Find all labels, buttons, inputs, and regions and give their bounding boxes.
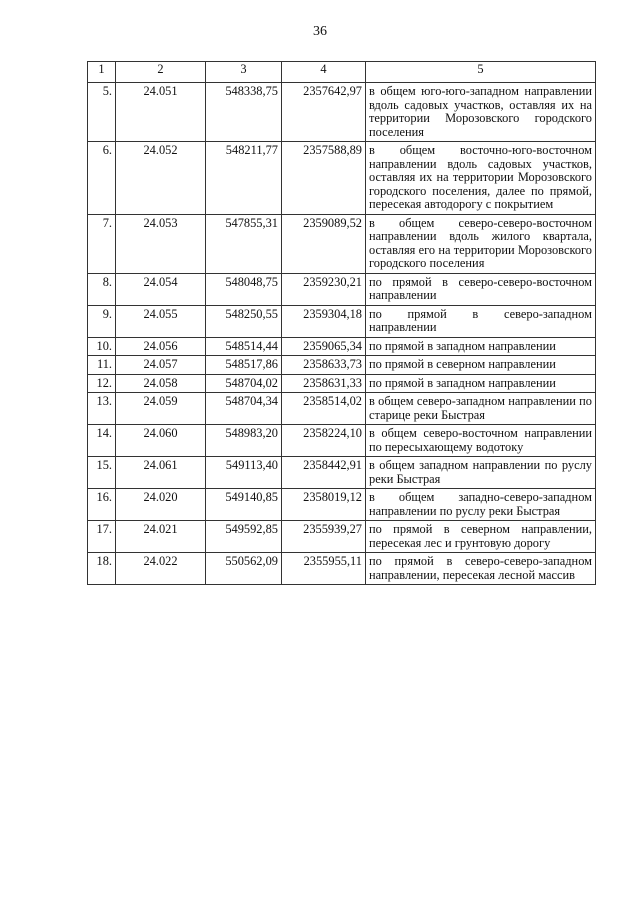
point-id: 24.060: [116, 425, 206, 457]
row-number: 5.: [88, 83, 116, 142]
table-row: [88, 337, 596, 356]
row-number: 10.: [88, 337, 116, 356]
point-id: 24.053: [116, 214, 206, 273]
coordinate-y: 2358224,10: [282, 425, 366, 457]
point-id: 24.021: [116, 521, 206, 553]
header-row: [88, 62, 596, 83]
segment-description: в общем северо-западном направлении по старице реки Быстрая: [366, 393, 596, 425]
coordinate-y: 2355955,11: [282, 553, 366, 585]
coordinate-y: 2359230,21: [282, 273, 366, 305]
row-number: 15.: [88, 457, 116, 489]
row-number: 12.: [88, 374, 116, 393]
row-number: 17.: [88, 521, 116, 553]
table-row: [88, 305, 596, 337]
coordinate-y: 2358631,33: [282, 374, 366, 393]
coordinate-x: 547855,31: [206, 214, 282, 273]
coordinate-y: 2358442,91: [282, 457, 366, 489]
coordinate-y: 2359304,18: [282, 305, 366, 337]
table-row: [88, 83, 596, 142]
segment-description: по прямой в северном направлении, пересекая лес и грунтовую дорогу: [366, 521, 596, 553]
coordinate-y: 2357642,97: [282, 83, 366, 142]
table-body: [88, 83, 596, 585]
segment-description: в общем западно-северо-западном направлении по руслу реки Быстрая: [366, 489, 596, 521]
coordinate-y: 2359089,52: [282, 214, 366, 273]
header-col-4: 4: [282, 62, 366, 83]
segment-description: в общем западном направлении по руслу реки Быстрая: [366, 457, 596, 489]
coordinate-y: 2358514,02: [282, 393, 366, 425]
coordinate-x: 549113,40: [206, 457, 282, 489]
coordinate-x: 548517,86: [206, 356, 282, 375]
segment-description: по прямой в северо-северо-восточном направлении: [366, 273, 596, 305]
table-row: [88, 374, 596, 393]
table-row: [88, 356, 596, 375]
segment-description: в общем юго-юго-западном направлении вдоль садовых участков, оставляя их на территории Морозовского городского поселения: [366, 83, 596, 142]
coordinate-y: 2359065,34: [282, 337, 366, 356]
row-number: 6.: [88, 142, 116, 215]
segment-description: по прямой в западном направлении: [366, 337, 596, 356]
row-number: 11.: [88, 356, 116, 375]
table-row: [88, 553, 596, 585]
point-id: 24.059: [116, 393, 206, 425]
segment-description: по прямой в северо-северо-западном направлении, пересекая лесной массив: [366, 553, 596, 585]
segment-description: в общем северо-северо-восточном направлении вдоль жилого квартала, оставляя его на территории Морозовского городского поселения: [366, 214, 596, 273]
coordinate-y: 2358633,73: [282, 356, 366, 375]
table-row: [88, 273, 596, 305]
table-row: [88, 214, 596, 273]
point-id: 24.052: [116, 142, 206, 215]
table-row: [88, 393, 596, 425]
point-id: 24.058: [116, 374, 206, 393]
segment-description: в общем северо-восточном направлении по пересыхающему водотоку: [366, 425, 596, 457]
segment-description: в общем восточно-юго-восточном направлении вдоль садовых участков, оставляя их на территории Морозовского городского поселения, далее по прямой, пересекая автодорогу с покрытием: [366, 142, 596, 215]
table-header: [88, 62, 596, 83]
coordinate-x: 550562,09: [206, 553, 282, 585]
row-number: 18.: [88, 553, 116, 585]
row-number: 8.: [88, 273, 116, 305]
coordinate-x: 548211,77: [206, 142, 282, 215]
coordinate-x: 548338,75: [206, 83, 282, 142]
coordinate-x: 548704,34: [206, 393, 282, 425]
point-id: 24.054: [116, 273, 206, 305]
header-col-2: 2: [116, 62, 206, 83]
row-number: 16.: [88, 489, 116, 521]
coordinate-y: 2357588,89: [282, 142, 366, 215]
header-col-5: 5: [366, 62, 596, 83]
row-number: 9.: [88, 305, 116, 337]
point-id: 24.022: [116, 553, 206, 585]
coordinate-x: 548983,20: [206, 425, 282, 457]
point-id: 24.051: [116, 83, 206, 142]
table-row: [88, 521, 596, 553]
table-row: [88, 457, 596, 489]
coordinate-y: 2358019,12: [282, 489, 366, 521]
coordinate-x: 548704,02: [206, 374, 282, 393]
point-id: 24.056: [116, 337, 206, 356]
segment-description: по прямой в западном направлении: [366, 374, 596, 393]
boundary-table: [87, 61, 596, 585]
header-col-1: 1: [88, 62, 116, 83]
row-number: 14.: [88, 425, 116, 457]
point-id: 24.057: [116, 356, 206, 375]
row-number: 13.: [88, 393, 116, 425]
point-id: 24.055: [116, 305, 206, 337]
segment-description: по прямой в северо-западном направлении: [366, 305, 596, 337]
point-id: 24.020: [116, 489, 206, 521]
table-row: [88, 425, 596, 457]
coordinate-x: 549592,85: [206, 521, 282, 553]
coordinate-x: 548514,44: [206, 337, 282, 356]
coordinate-x: 548250,55: [206, 305, 282, 337]
header-col-3: 3: [206, 62, 282, 83]
page-number: 36: [313, 24, 327, 39]
row-number: 7.: [88, 214, 116, 273]
table-row: [88, 142, 596, 215]
coordinate-y: 2355939,27: [282, 521, 366, 553]
table-row: [88, 489, 596, 521]
segment-description: по прямой в северном направлении: [366, 356, 596, 375]
coordinate-x: 548048,75: [206, 273, 282, 305]
coordinate-x: 549140,85: [206, 489, 282, 521]
point-id: 24.061: [116, 457, 206, 489]
